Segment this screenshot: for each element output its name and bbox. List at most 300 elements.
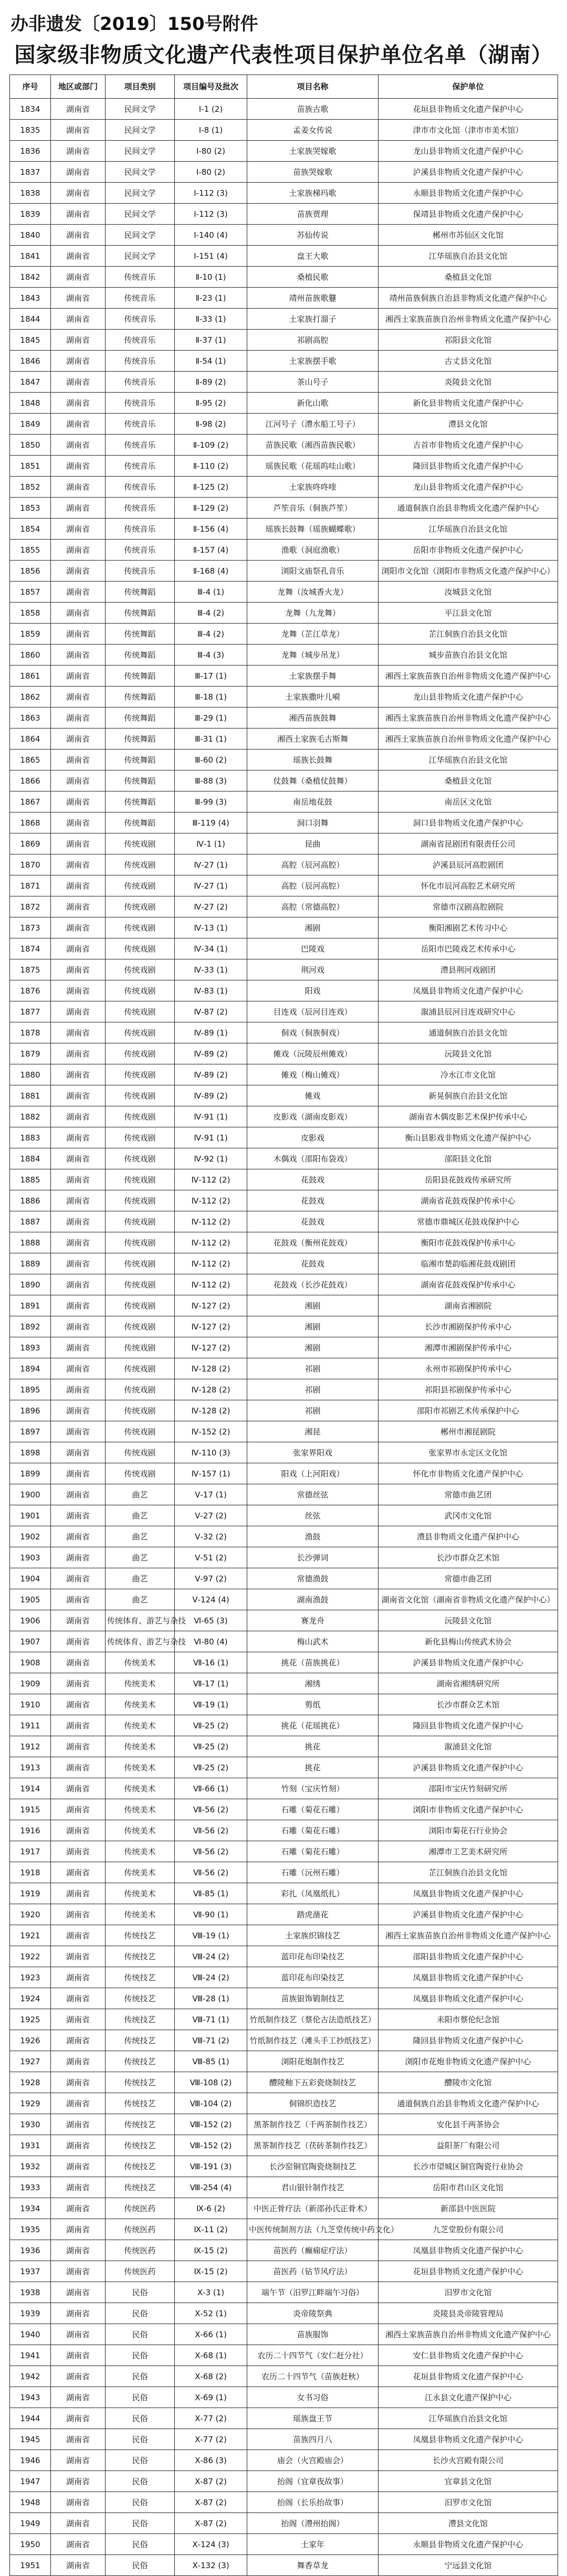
cell-region: 湖南省: [51, 204, 106, 225]
cell-number: 1858: [10, 603, 51, 624]
cell-number: 1914: [10, 1778, 51, 1799]
cell-number: 1931: [10, 2135, 51, 2156]
table-row: [10, 2387, 558, 2408]
cell-protection-unit: 岳阳市巴陵戏艺术传承中心: [379, 938, 558, 959]
cell-project-name: 竹纸制作技艺（蔡伦古法造纸技艺）: [247, 2009, 379, 2030]
cell-region: 湖南省: [51, 708, 106, 729]
cell-category: 传统舞蹈: [106, 770, 175, 791]
cell-region: 湖南省: [51, 2030, 106, 2051]
table-row: [10, 1820, 558, 1841]
cell-project-name: 苗医药（钻节风疗法）: [247, 2261, 379, 2282]
cell-number: 1864: [10, 729, 51, 749]
cell-project-name: 土家族摆手舞: [247, 666, 379, 687]
cell-region: 湖南省: [51, 225, 106, 246]
cell-number: 1869: [10, 833, 51, 854]
cell-number: 1845: [10, 330, 51, 351]
cell-code: Ⅸ-15 (2): [175, 2261, 247, 2282]
cell-category: 传统美术: [106, 1736, 175, 1757]
cell-project-name: 芦笙音乐（侗族芦笙）: [247, 498, 379, 519]
cell-number: 1847: [10, 372, 51, 393]
table-row: [10, 2450, 558, 2471]
cell-category: 传统美术: [106, 1883, 175, 1904]
cell-number: 1938: [10, 2282, 51, 2303]
table-row: [10, 1442, 558, 1463]
table-row: [10, 2429, 558, 2450]
cell-protection-unit: 凤凰县非物质文化遗产保护中心: [379, 1967, 558, 1988]
table-row: [10, 1946, 558, 1967]
cell-category: 曲艺: [106, 1526, 175, 1547]
column-header-code: 项目编号及批次: [175, 75, 247, 99]
table-row: [10, 1148, 558, 1169]
table-row: [10, 1589, 558, 1610]
cell-category: 民俗: [106, 2282, 175, 2303]
cell-number: 1917: [10, 1841, 51, 1862]
table-row: [10, 2072, 558, 2093]
cell-category: 传统戏剧: [106, 1169, 175, 1190]
table-row: [10, 1988, 558, 2009]
cell-region: 湖南省: [51, 2051, 106, 2072]
cell-region: 湖南省: [51, 2429, 106, 2450]
table-row: [10, 2303, 558, 2324]
cell-protection-unit: 江华瑶族自治县文化馆: [379, 519, 558, 540]
cell-code: Ⅳ-87 (2): [175, 1001, 247, 1022]
cell-number: 1916: [10, 1820, 51, 1841]
table-row: [10, 372, 558, 393]
cell-protection-unit: 湘西土家族苗族自治州非物质文化遗产保护中心: [379, 666, 558, 687]
cell-protection-unit: 湘西土家族苗族自治州非物质文化遗产保护中心: [379, 729, 558, 749]
cell-protection-unit: 澧县文化馆: [379, 2513, 558, 2534]
cell-code: Ⅲ-18 (1): [175, 687, 247, 708]
table-row: [10, 1484, 558, 1505]
cell-protection-unit: 城步苗族自治县文化馆: [379, 645, 558, 666]
cell-category: 传统技艺: [106, 2114, 175, 2135]
cell-code: Ⅳ-89 (1): [175, 1022, 247, 1043]
table-row: [10, 267, 558, 288]
cell-code: Ⅱ-109 (2): [175, 435, 247, 456]
cell-project-name: 祁剧: [247, 1379, 379, 1400]
cell-region: 湖南省: [51, 1442, 106, 1463]
table-row: [10, 1001, 558, 1022]
table-row: [10, 1211, 558, 1232]
table-row: [10, 1925, 558, 1946]
cell-protection-unit: 花垣县非物质文化遗产保护中心: [379, 2366, 558, 2387]
cell-code: Ⅴ-124 (4): [175, 1589, 247, 1610]
cell-protection-unit: 郴州市苏仙区文化馆: [379, 225, 558, 246]
cell-category: 传统舞蹈: [106, 582, 175, 603]
cell-protection-unit: 溆浦县辰河目连戏研究中心: [379, 1001, 558, 1022]
cell-region: 湖南省: [51, 749, 106, 770]
cell-number: 1906: [10, 1610, 51, 1631]
cell-category: 民间文学: [106, 99, 175, 120]
cell-region: 湖南省: [51, 393, 106, 414]
table-row: [10, 2219, 558, 2240]
cell-protection-unit: 长沙火宫殿有限公司: [379, 2450, 558, 2471]
cell-number: 1863: [10, 708, 51, 729]
cell-protection-unit: 洞口县非物质文化遗产保护中心: [379, 812, 558, 833]
table-row: [10, 225, 558, 246]
cell-project-name: 蓝印花布印染技艺: [247, 1946, 379, 1967]
cell-project-name: 土家族梯玛歌: [247, 183, 379, 204]
cell-number: 1925: [10, 2009, 51, 2030]
cell-code: Ⅶ-85 (1): [175, 1883, 247, 1904]
cell-category: 传统戏剧: [106, 1148, 175, 1169]
cell-protection-unit: 泸溪县非物质文化遗产保护中心: [379, 1904, 558, 1925]
cell-protection-unit: 汨罗市文化馆: [379, 2282, 558, 2303]
cell-protection-unit: 湖南省花鼓戏保护传承中心: [379, 1274, 558, 1295]
cell-protection-unit: 龙山县非物质文化遗产保护中心: [379, 141, 558, 162]
cell-number: 1879: [10, 1043, 51, 1064]
cell-project-name: 彩扎（凤凰纸扎）: [247, 1883, 379, 1904]
cell-project-name: 湖南渔鼓: [247, 1589, 379, 1610]
cell-protection-unit: 湘潭市工艺美术研究所: [379, 1841, 558, 1862]
table-row: [10, 1505, 558, 1526]
cell-category: 传统医药: [106, 2261, 175, 2282]
cell-region: 湖南省: [51, 729, 106, 749]
cell-category: 民俗: [106, 2324, 175, 2345]
table-row: [10, 288, 558, 309]
cell-code: Ⅳ-27 (1): [175, 875, 247, 896]
cell-number: 1857: [10, 582, 51, 603]
table-row: [10, 2324, 558, 2345]
cell-category: 传统技艺: [106, 1946, 175, 1967]
cell-protection-unit: 邵阳市祁剧艺术传承保护中心: [379, 1400, 558, 1421]
cell-number: 1837: [10, 162, 51, 183]
cell-number: 1871: [10, 875, 51, 896]
cell-code: Ⅷ-28 (1): [175, 1988, 247, 2009]
cell-region: 湖南省: [51, 2240, 106, 2261]
cell-project-name: 浏阳花炮制作技艺: [247, 2051, 379, 2072]
table-row: [10, 1778, 558, 1799]
table-row: [10, 519, 558, 540]
cell-project-name: 瑶族民歌（花瑶呜哇山歌）: [247, 456, 379, 477]
cell-number: 1936: [10, 2240, 51, 2261]
cell-region: 湖南省: [51, 1568, 106, 1589]
cell-region: 湖南省: [51, 1001, 106, 1022]
cell-project-name: 端午节（汨罗江畔端午习俗）: [247, 2282, 379, 2303]
cell-code: Ⅹ-124 (3): [175, 2534, 247, 2555]
cell-region: 湖南省: [51, 938, 106, 959]
cell-number: 1908: [10, 1652, 51, 1673]
cell-code: Ⅶ-56 (2): [175, 1862, 247, 1883]
cell-code: Ⅴ-97 (2): [175, 1568, 247, 1589]
cell-region: 湖南省: [51, 1421, 106, 1442]
table-row: [10, 833, 558, 854]
cell-project-name: 祁剧: [247, 1358, 379, 1379]
cell-category: 传统舞蹈: [106, 729, 175, 749]
cell-project-name: 踏虎凿花: [247, 1904, 379, 1925]
cell-region: 湖南省: [51, 2555, 106, 2576]
cell-protection-unit: 保靖县非物质文化遗产保护中心: [379, 204, 558, 225]
cell-project-name: 苗族银饰锻制技艺: [247, 1988, 379, 2009]
cell-number: 1896: [10, 1400, 51, 1421]
cell-code: Ⅲ-31 (1): [175, 729, 247, 749]
table-row: [10, 1631, 558, 1652]
cell-category: 传统戏剧: [106, 1127, 175, 1148]
cell-number: 1877: [10, 1001, 51, 1022]
cell-number: 1946: [10, 2450, 51, 2471]
cell-protection-unit: 通道侗族自治县非物质文化遗产保护中心: [379, 2093, 558, 2114]
cell-category: 传统戏剧: [106, 1400, 175, 1421]
cell-number: 1892: [10, 1316, 51, 1337]
cell-code: Ⅳ-112 (2): [175, 1190, 247, 1211]
cell-region: 湖南省: [51, 1736, 106, 1757]
cell-protection-unit: 芷江侗族自治县文化馆: [379, 1862, 558, 1883]
cell-project-name: 苗族哭嫁歌: [247, 162, 379, 183]
cell-number: 1854: [10, 519, 51, 540]
cell-category: 民间文学: [106, 120, 175, 141]
cell-category: 传统美术: [106, 1820, 175, 1841]
cell-region: 湖南省: [51, 582, 106, 603]
cell-category: 传统舞蹈: [106, 812, 175, 833]
cell-project-name: 抬阁（澧州抬阁）: [247, 2513, 379, 2534]
cell-protection-unit: 临湘市楚韵临湘花鼓戏剧团: [379, 1253, 558, 1274]
cell-code: Ⅹ-68 (1): [175, 2345, 247, 2366]
table-row: [10, 1274, 558, 1295]
cell-protection-unit: 新邵县中医医院: [379, 2198, 558, 2219]
cell-region: 湖南省: [51, 875, 106, 896]
table-row: [10, 749, 558, 770]
cell-number: 1950: [10, 2534, 51, 2555]
table-row: [10, 1169, 558, 1190]
cell-category: 传统戏剧: [106, 896, 175, 917]
table-row: [10, 162, 558, 183]
cell-project-name: 湘剧: [247, 1316, 379, 1337]
cell-project-name: 龙舞（城步吊龙）: [247, 645, 379, 666]
cell-category: 传统美术: [106, 1652, 175, 1673]
cell-protection-unit: 靖州苗族侗族自治县非物质文化遗产保护中心: [379, 288, 558, 309]
cell-number: 1865: [10, 749, 51, 770]
cell-code: Ⅲ-119 (4): [175, 812, 247, 833]
table-row: [10, 959, 558, 980]
cell-category: 民俗: [106, 2450, 175, 2471]
cell-category: 曲艺: [106, 1568, 175, 1589]
cell-project-name: 炎帝陵祭典: [247, 2303, 379, 2324]
cell-region: 湖南省: [51, 1484, 106, 1505]
cell-protection-unit: 常德市鼎城区花鼓戏保护中心: [379, 1211, 558, 1232]
cell-project-name: 桑植民歌: [247, 267, 379, 288]
table-row: [10, 812, 558, 833]
cell-number: 1852: [10, 477, 51, 498]
cell-region: 湖南省: [51, 99, 106, 120]
cell-region: 湖南省: [51, 959, 106, 980]
cell-project-name: 挑花（苗族挑花）: [247, 1652, 379, 1673]
cell-region: 湖南省: [51, 1841, 106, 1862]
cell-project-name: 渔鼓: [247, 1526, 379, 1547]
cell-code: Ⅵ-65 (3): [175, 1610, 247, 1631]
cell-number: 1923: [10, 1967, 51, 1988]
cell-region: 湖南省: [51, 1169, 106, 1190]
cell-category: 传统医药: [106, 2219, 175, 2240]
cell-code: Ⅰ-80 (2): [175, 141, 247, 162]
cell-category: 传统音乐: [106, 540, 175, 561]
cell-category: 传统戏剧: [106, 1295, 175, 1316]
cell-category: 曲艺: [106, 1589, 175, 1610]
table-row: [10, 1652, 558, 1673]
table-row: [10, 99, 558, 120]
table-row: [10, 917, 558, 938]
cell-code: Ⅷ-71 (1): [175, 2009, 247, 2030]
cell-region: 湖南省: [51, 2009, 106, 2030]
cell-code: Ⅹ-87 (2): [175, 2492, 247, 2513]
cell-region: 湖南省: [51, 435, 106, 456]
cell-code: Ⅳ-157 (1): [175, 1463, 247, 1484]
table-row: [10, 2030, 558, 2051]
cell-category: 传统戏剧: [106, 1463, 175, 1484]
cell-code: Ⅲ-4 (1): [175, 582, 247, 603]
cell-protection-unit: 怀化市非物质文化遗产保护中心: [379, 1463, 558, 1484]
cell-number: 1903: [10, 1547, 51, 1568]
cell-project-name: 常德丝弦: [247, 1484, 379, 1505]
cell-category: 传统戏剧: [106, 1316, 175, 1337]
cell-protection-unit: 益阳茶厂有限公司: [379, 2135, 558, 2156]
cell-number: 1851: [10, 456, 51, 477]
cell-category: 传统戏剧: [106, 833, 175, 854]
cell-region: 湖南省: [51, 624, 106, 645]
cell-region: 湖南省: [51, 288, 106, 309]
table-row: [10, 1547, 558, 1568]
cell-region: 湖南省: [51, 2534, 106, 2555]
cell-project-name: 龙舞（汝城香火龙）: [247, 582, 379, 603]
cell-category: 传统戏剧: [106, 980, 175, 1001]
cell-project-name: 农历二十四节气（苗族赶秋）: [247, 2366, 379, 2387]
cell-protection-unit: 湘西土家族苗族自治州非物质文化遗产保护中心: [379, 2324, 558, 2345]
cell-code: Ⅶ-25 (2): [175, 1736, 247, 1757]
cell-project-name: 石雕（菊花石雕）: [247, 1841, 379, 1862]
cell-category: 传统戏剧: [106, 1421, 175, 1442]
cell-category: 传统戏剧: [106, 959, 175, 980]
table-row: [10, 1358, 558, 1379]
cell-category: 传统技艺: [106, 2072, 175, 2093]
cell-protection-unit: 浏阳市菊花石行业协会: [379, 1820, 558, 1841]
table-row: [10, 687, 558, 708]
cell-protection-unit: 通道侗族自治县非物质文化遗产保护中心: [379, 498, 558, 519]
cell-code: Ⅶ-25 (2): [175, 1757, 247, 1778]
cell-code: Ⅳ-128 (2): [175, 1379, 247, 1400]
cell-category: 民俗: [106, 2555, 175, 2576]
cell-code: Ⅹ-52 (1): [175, 2303, 247, 2324]
cell-protection-unit: 浏阳市花炮非物质文化遗产保护中心: [379, 2051, 558, 2072]
cell-project-name: 瑶族长鼓舞: [247, 749, 379, 770]
cell-project-name: 挑花: [247, 1736, 379, 1757]
table-row: [10, 1106, 558, 1127]
cell-category: 民俗: [106, 2408, 175, 2429]
cell-protection-unit: 汝城县文化馆: [379, 582, 558, 603]
table-row: [10, 183, 558, 204]
cell-category: 传统美术: [106, 1757, 175, 1778]
table-row: [10, 875, 558, 896]
cell-category: 民俗: [106, 2471, 175, 2492]
cell-protection-unit: 凤凰县非物质文化遗产保护中心: [379, 1883, 558, 1904]
cell-number: 1939: [10, 2303, 51, 2324]
cell-region: 湖南省: [51, 2198, 106, 2219]
cell-number: 1873: [10, 917, 51, 938]
table-row: [10, 2114, 558, 2135]
cell-category: 传统戏剧: [106, 1358, 175, 1379]
cell-protection-unit: 湖南省昆剧团有限责任公司: [379, 833, 558, 854]
cell-number: 1929: [10, 2093, 51, 2114]
cell-code: Ⅰ-140 (4): [175, 225, 247, 246]
table-row: [10, 1232, 558, 1253]
cell-region: 湖南省: [51, 770, 106, 791]
cell-protection-unit: 永顺县非物质文化遗产保护中心: [379, 183, 558, 204]
cell-project-name: 渔歌（洞庭渔歌）: [247, 540, 379, 561]
cell-protection-unit: 长沙市湘剧保护传承中心: [379, 1316, 558, 1337]
cell-category: 曲艺: [106, 1505, 175, 1526]
table-row: [10, 980, 558, 1001]
cell-region: 湖南省: [51, 1925, 106, 1946]
cell-project-name: 土家年: [247, 2534, 379, 2555]
table-row: [10, 1967, 558, 1988]
cell-category: 传统美术: [106, 1694, 175, 1715]
cell-region: 湖南省: [51, 477, 106, 498]
cell-protection-unit: 九芝堂股份有限公司: [379, 2219, 558, 2240]
cell-code: Ⅲ-29 (1): [175, 708, 247, 729]
cell-category: 传统戏剧: [106, 1379, 175, 1400]
cell-region: 湖南省: [51, 2450, 106, 2471]
cell-protection-unit: 溆浦县文化馆: [379, 1736, 558, 1757]
cell-category: 传统戏剧: [106, 938, 175, 959]
cell-protection-unit: 长沙市群众艺术馆: [379, 1547, 558, 1568]
cell-protection-unit: 泸溪县非物质文化遗产保护中心: [379, 1652, 558, 1673]
cell-code: Ⅹ-86 (3): [175, 2450, 247, 2471]
cell-code: Ⅹ-87 (2): [175, 2471, 247, 2492]
cell-number: 1881: [10, 1085, 51, 1106]
cell-category: 传统戏剧: [106, 875, 175, 896]
cell-region: 湖南省: [51, 1652, 106, 1673]
cell-number: 1944: [10, 2408, 51, 2429]
cell-category: 传统音乐: [106, 477, 175, 498]
cell-project-name: 新化山歌: [247, 393, 379, 414]
table-row: [10, 603, 558, 624]
cell-project-name: 阳戏（上河阳戏）: [247, 1463, 379, 1484]
cell-category: 传统技艺: [106, 1967, 175, 1988]
cell-code: Ⅳ-89 (2): [175, 1064, 247, 1085]
cell-code: Ⅰ-112 (3): [175, 183, 247, 204]
cell-number: 1920: [10, 1904, 51, 1925]
cell-number: 1922: [10, 1946, 51, 1967]
cell-number: 1924: [10, 1988, 51, 2009]
cell-code: Ⅹ-77 (2): [175, 2429, 247, 2450]
cell-code: Ⅳ-128 (2): [175, 1400, 247, 1421]
cell-code: Ⅸ-6 (2): [175, 2198, 247, 2219]
cell-code: Ⅷ-104 (2): [175, 2093, 247, 2114]
table-row: [10, 938, 558, 959]
cell-region: 湖南省: [51, 1358, 106, 1379]
cell-category: 传统戏剧: [106, 1274, 175, 1295]
cell-protection-unit: 常德市曲艺团: [379, 1568, 558, 1589]
cell-project-name: 苗族贾理: [247, 204, 379, 225]
cell-region: 湖南省: [51, 519, 106, 540]
cell-number: 1878: [10, 1022, 51, 1043]
table-row: [10, 414, 558, 435]
cell-project-name: 木偶戏（邵阳布袋戏）: [247, 1148, 379, 1169]
cell-protection-unit: 桑植县文化馆: [379, 267, 558, 288]
cell-category: 传统美术: [106, 1778, 175, 1799]
cell-code: Ⅳ-13 (1): [175, 917, 247, 938]
cell-number: 1891: [10, 1295, 51, 1316]
table-row: [10, 309, 558, 330]
cell-number: 1932: [10, 2156, 51, 2177]
cell-protection-unit: 郴州市湘昆剧院: [379, 1421, 558, 1442]
cell-project-name: 浏阳文庙祭孔音乐: [247, 561, 379, 582]
table-row: [10, 624, 558, 645]
cell-number: 1859: [10, 624, 51, 645]
cell-number: 1849: [10, 414, 51, 435]
cell-protection-unit: 常德市汉剧高腔剧院: [379, 896, 558, 917]
cell-protection-unit: 岳阳县花鼓戏传承研究所: [379, 1169, 558, 1190]
table-row: [10, 2366, 558, 2387]
cell-number: 1904: [10, 1568, 51, 1589]
